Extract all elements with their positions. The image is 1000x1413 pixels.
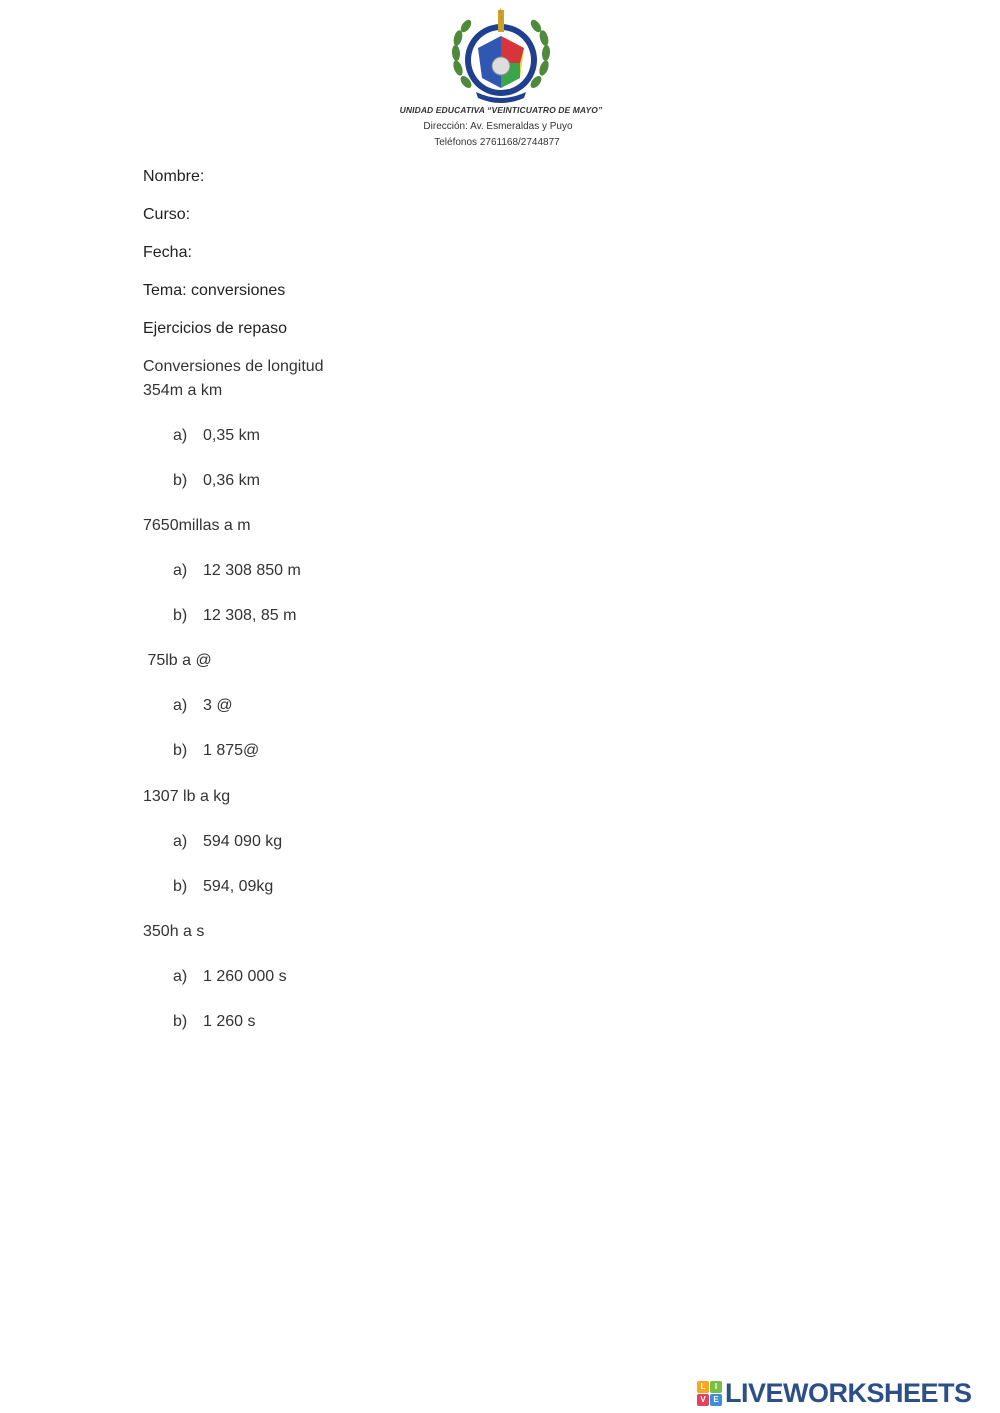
option-letter[interactable]: a): [173, 427, 188, 444]
option-letter[interactable]: a): [173, 562, 188, 579]
brand-text: LIVEWORKSHEETS: [725, 1377, 972, 1408]
section-title: Conversiones de longitud: [143, 358, 324, 375]
option-text[interactable]: 1 875@: [203, 742, 260, 759]
liveworksheets-logo: [697, 1378, 972, 1408]
field-nombre: Nombre:: [143, 168, 205, 185]
question-prompt: 7650millas a m: [143, 517, 251, 534]
field-ejercicios: Ejercicios de repaso: [143, 320, 288, 337]
option-text[interactable]: 0,36 km: [203, 472, 260, 489]
option-letter[interactable]: b): [173, 1013, 188, 1030]
option-text[interactable]: 594 090 kg: [203, 833, 283, 850]
option-text[interactable]: 12 308 850 m: [203, 562, 301, 579]
option-letter[interactable]: a): [173, 697, 188, 714]
brand-tile: L: [697, 1381, 709, 1393]
option-letter[interactable]: b): [173, 878, 188, 895]
option-text[interactable]: 0,35 km: [203, 427, 260, 444]
question-prompt: 354m a km: [143, 382, 223, 399]
field-curso: Curso:: [143, 206, 191, 223]
option-letter[interactable]: b): [173, 472, 188, 489]
option-letter[interactable]: b): [173, 607, 188, 624]
brand-tiles-icon: [697, 1381, 722, 1406]
option-letter[interactable]: a): [173, 968, 188, 985]
option-letter[interactable]: b): [173, 742, 188, 759]
brand-tile: I: [710, 1381, 722, 1393]
school-address: Dirección: Av. Esmeraldas y Puyo: [423, 121, 573, 132]
option-text[interactable]: 594, 09kg: [203, 878, 274, 895]
brand-tile: V: [697, 1394, 709, 1406]
question-prompt: 75lb a @: [143, 652, 212, 669]
question-prompt: 350h a s: [143, 923, 205, 940]
school-name: UNIDAD EDUCATIVA “VEINTICUATRO DE MAYO”: [399, 105, 603, 115]
field-tema: Tema: conversiones: [143, 282, 286, 299]
school-crest-logo: [448, 8, 554, 106]
option-text[interactable]: 3 @: [203, 697, 233, 714]
brand-tile: E: [710, 1394, 722, 1406]
option-text[interactable]: 1 260 s: [203, 1013, 256, 1030]
option-text[interactable]: 1 260 000 s: [203, 968, 287, 985]
option-text[interactable]: 12 308, 85 m: [203, 607, 297, 624]
question-prompt: 1307 lb a kg: [143, 788, 231, 805]
field-fecha: Fecha:: [143, 244, 192, 261]
option-letter[interactable]: a): [173, 833, 188, 850]
school-phones: Teléfonos 2761168/2744877: [434, 137, 560, 148]
